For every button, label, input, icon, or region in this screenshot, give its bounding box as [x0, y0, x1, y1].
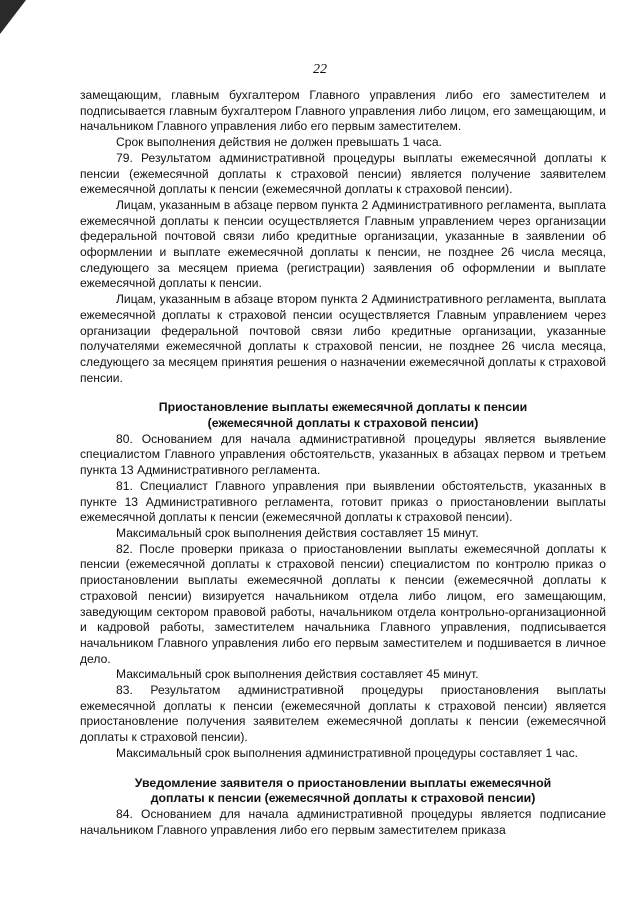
paragraph: Максимальный срок выполнения действия составляет 45 минут.: [116, 667, 479, 682]
section-heading-notification: [80, 776, 606, 807]
paragraph: 83. Результатом административной процедуры приостановления выплаты ежемесячной доплаты к пенсии (ежемесячной доплаты к страховой пенсии) является приостановление получения заявителем ежемесячной доплаты к пенсии (ежемесячной доплаты к страховой пенсии).: [80, 683, 606, 745]
paragraph: Лицам, указанным в абзаце первом пункта 2 Административного регламента, выплата ежемесячной доплаты к пенсии осуществляется Главным управлением через организации федеральной почтовой связи либо кредитные организации, указанные в заявлении об оформлении и выплате ежемесячной доплаты к пенсии, не позднее 26 числа месяца, следующего за месяцем приема (регистрации) заявления об оформлении и выплате ежемесячной доплаты к пенсии.: [80, 197, 606, 291]
paragraph: 82. После проверки приказа о приостановлении выплаты ежемесячной доплаты к пенсии (ежемесячной доплаты к страховой пенсии) специалистом по контролю приказ о приостановлении выплаты ежемесячной доплаты к пенсии (ежемесячной доплаты к страховой пенсии) визируется начальником отдела либо лицом, его замещающим, заведующим сектором правовой работы, начальником отдела контрольно-организационной и кадровой работы, заместителем начальника Главного управления, подписывается начальником Главного управления либо его первым заместителем и подшивается в личное дело.: [80, 541, 606, 666]
paragraph: 84. Основанием для начала административной процедуры является подписание начальником Главного управления либо его первым заместителем приказа: [80, 806, 606, 837]
paragraph: Максимальный срок выполнения административной процедуры составляет 1 час.: [116, 745, 579, 760]
paragraph: Максимальный срок выполнения действия составляет 15 минут.: [116, 525, 479, 540]
heading-line: Приостановление выплаты ежемесячной доплаты к пенсии: [158, 400, 528, 415]
paragraph: Срок выполнения действия не должен превышать 1 часа.: [116, 135, 442, 150]
paragraph: 79. Результатом административной процедуры выплаты ежемесячной доплаты к пенсии (ежемесячной доплаты к страховой пенсии) является получение заявителем ежемесячной доплаты к пенсии (ежемесячной доплаты к страховой пенсии).: [80, 150, 606, 197]
paragraph: 81. Специалист Главного управления при выявлении обстоятельств, указанных в пункте 13 Административного регламента, готовит приказ о приостановлении выплаты ежемесячной доплаты к пенсии (ежемесячной доплаты к страховой пенсии).: [80, 478, 606, 525]
heading-line: (ежемесячной доплаты к страховой пенсии): [207, 416, 479, 431]
paragraph: замещающим, главным бухгалтером Главного управления либо его заместителем и подписывается главным бухгалтером Главного управления либо лицом, его замещающим, и начальником Главного управления либо его первым заместителем.: [80, 88, 606, 134]
heading-line: доплаты к пенсии (ежемесячной доплаты к страховой пенсии): [150, 791, 536, 806]
scan-corner-mark: [0, 0, 26, 34]
paragraph: 80. Основанием для начала административной процедуры является выявление специалистом Главного управления обстоятельств, указанных в абзацах первом и третьем пункта 13 Административного регламента.: [80, 431, 606, 478]
document-body: [80, 88, 606, 838]
paragraph: Лицам, указанным в абзаце втором пункта 2 Административного регламента, выплата ежемесячной доплаты к страховой пенсии осуществляется Главным управлением через организации федеральной почтовой связи либо кредитные организации, указанные получателями ежемесячной доплаты к страховой пенсии, не позднее 26 числа месяца, следующего за месяцем принятия решения о назначении ежемесячной доплаты к страховой пенсии.: [80, 292, 606, 385]
section-heading-suspension: [80, 400, 606, 431]
heading-line: Уведомление заявителя о приостановлении выплаты ежемесячной: [134, 775, 552, 790]
page-number: 22: [313, 62, 327, 77]
